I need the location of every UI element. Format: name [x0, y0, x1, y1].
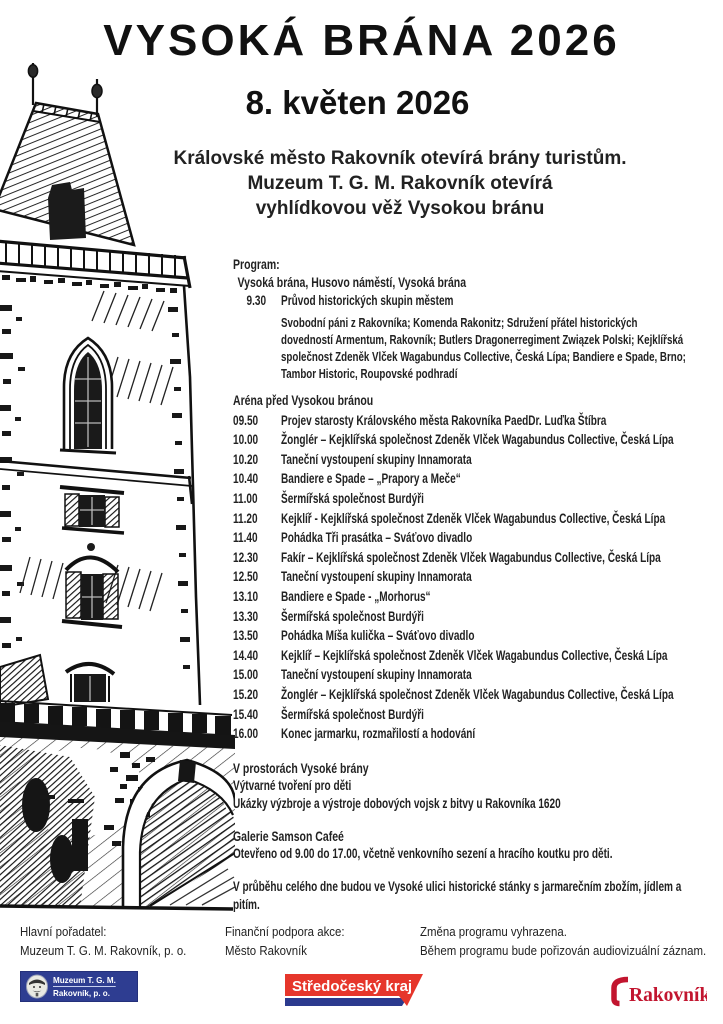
schedule-row [233, 489, 695, 509]
footer-notices [420, 922, 706, 960]
arena-schedule [233, 411, 695, 744]
schedule-text: Kejklíř – Kejklířská společnost Zdeněk Vlček Wagabundus Collective, Česká Lípa [281, 647, 668, 663]
support-label: Finanční podpora akce: [225, 924, 345, 939]
rakovnik-label: Rakovník [629, 985, 707, 1006]
schedule-text: Konec jarmarku, rozmařilostí a hodování [281, 726, 476, 742]
schedule-time: 15.00 [233, 667, 259, 683]
page-title: VYSOKÁ BRÁNA 2026 [103, 16, 620, 65]
schedule-row [233, 450, 695, 470]
schedule-time: 15.40 [233, 706, 259, 722]
schedule-row [233, 528, 695, 548]
rakovnik-logo [607, 975, 707, 1007]
schedule-row [233, 411, 695, 431]
arena-heading: Aréna před Vysokou bránou [233, 391, 374, 408]
stands-note: V průběhu celého dne budou ve Vysoké ulici historické stánky s jarmarečním zbožím, jídlem a pitím. [233, 878, 682, 912]
gate-section-line: Ukázky výzbroje a výstroje dobových vojsk z bitvy u Rakovníka 1620 [233, 795, 561, 811]
schedule-time: 13.30 [233, 608, 259, 624]
schedule-row [233, 567, 695, 587]
schedule-text: Žonglér – Kejklířská společnost Zdeněk Vlček Wagabundus Collective, Česká Lípa [281, 686, 674, 702]
cafe-section-heading: Galerie Samson Cafeé [233, 827, 344, 844]
schedule-text: Šermířská společnost Burdýři [281, 608, 424, 624]
notice-line: Změna programu vyhrazena. [420, 924, 567, 939]
schedule-time: 12.50 [233, 569, 259, 585]
footer-support [225, 922, 345, 960]
schedule-text: Pohádka Míša kulička – Sváťovo divadlo [281, 628, 475, 644]
schedule-time: 11.00 [233, 490, 258, 506]
schedule-text: Fakír – Kejklířská společnost Zdeněk Vlček Wagabundus Collective, Česká Lípa [281, 549, 661, 565]
rakovnik-mark-icon [607, 975, 707, 1007]
schedule-row [233, 685, 695, 705]
tagline-line: Muzeum T. G. M. Rakovník otevírá [247, 173, 553, 194]
schedule-text: Kejklíř - Kejklířská společnost Zdeněk Vlček Wagabundus Collective, Česká Lípa [281, 510, 666, 526]
schedule-text: Taneční vystoupení skupiny Innamorata [281, 451, 472, 467]
cafe-section-line: Otevřeno od 9.00 do 17.00, včetně venkovního sezení a hracího koutku pro děti. [233, 845, 613, 861]
schedule-text: Bandiere e Spade - „Morhorus“ [281, 588, 431, 604]
schedule-text: Šermířská společnost Burdýři [281, 706, 424, 722]
schedule-time: 10.20 [233, 451, 259, 467]
schedule-time: 09.50 [233, 412, 259, 428]
tagline-line: Královské město Rakovník otevírá brány turistům. [173, 148, 627, 169]
schedule-row [233, 291, 695, 311]
schedule-row [233, 705, 695, 725]
schedule-time: 11.40 [233, 530, 258, 546]
muzeum-logo-line2: Rakovník, p. o. [53, 988, 110, 998]
stredocesky-kraj-logo [285, 974, 425, 1007]
parade-groups: Svobodní páni z Rakovníka; Komenda Rakonitz; Sdružení přátel historických dovedností Armentum, Rakovník; Butlers Dragonerregiment Związek Polski; Kejklířská společnost Zdeněk Vlček Wagabundus Collective, Česká Lípa; Bandiere e Spade, Brno; Tambor Historic, Roupovské podhradí [281, 314, 686, 381]
schedule-row [233, 509, 695, 529]
kraj-flag-icon [285, 974, 425, 1007]
schedule-row [233, 724, 695, 744]
organizer-label: Hlavní pořadatel: [20, 924, 107, 939]
schedule-text: Bandiere e Spade – „Prapory a Meče“ [281, 471, 461, 487]
schedule-time: 11.20 [233, 510, 258, 526]
schedule-row [233, 587, 695, 607]
schedule-row [233, 665, 695, 685]
schedule-row [233, 626, 695, 646]
schedule-time: 15.20 [233, 686, 259, 702]
schedule-text: Průvod historických skupin městem [281, 293, 454, 308]
gate-section-heading: V prostorách Vysoké brány [233, 759, 369, 776]
kraj-label: Středočeský kraj [292, 978, 413, 995]
schedule-text: Projev starosty Královského města Rakovníka PaedDr. Luďka Štíbra [281, 412, 607, 428]
notice-line: Během programu bude pořizován audiovizuální záznam. [420, 943, 707, 958]
schedule-time: 9.30 [246, 293, 267, 308]
schedule-time: 10.40 [233, 471, 259, 487]
schedule-row [233, 469, 695, 489]
muzeum-logo-line1: Muzeum T. G. M. [53, 975, 116, 985]
organizer-value: Muzeum T. G. M. Rakovník, p. o. [20, 943, 187, 958]
program-label: Program: [233, 256, 280, 272]
schedule-text: Šermířská společnost Burdýři [281, 490, 424, 506]
schedule-text: Žonglér – Kejklířská společnost Zdeněk Vlček Wagabundus Collective, Česká Lípa [281, 432, 674, 448]
event-date: 8. květen 2026 [245, 84, 470, 121]
schedule-row [233, 646, 695, 666]
schedule-time: 13.10 [233, 588, 259, 604]
muzeum-tgm-logo [20, 971, 138, 1002]
schedule-time: 13.50 [233, 628, 259, 644]
support-value: Město Rakovník [225, 943, 308, 958]
schedule-text: Pohádka Tři prasátka – Sváťovo divadlo [281, 530, 473, 546]
tgm-portrait-icon [25, 974, 49, 999]
schedule-time: 12.30 [233, 549, 259, 565]
schedule-time: 10.00 [233, 432, 259, 448]
opening-heading: Vysoká brána, Husovo náměstí, Vysoká brána [237, 274, 467, 290]
footer-organizer [20, 922, 186, 960]
program-column [233, 255, 695, 914]
schedule-time: 16.00 [233, 726, 259, 742]
schedule-row [233, 430, 695, 450]
tower-illustration [0, 57, 235, 912]
schedule-text: Taneční vystoupení skupiny Innamorata [281, 569, 472, 585]
gate-section-line: Výtvarné tvoření pro děti [233, 777, 352, 793]
schedule-row [233, 548, 695, 568]
schedule-row [233, 607, 695, 627]
tagline-line: vyhlídkovou věž Vysokou bránu [255, 198, 545, 219]
schedule-text: Taneční vystoupení skupiny Innamorata [281, 667, 472, 683]
muzeum-logo-text [53, 975, 116, 998]
schedule-time: 14.40 [233, 647, 259, 663]
